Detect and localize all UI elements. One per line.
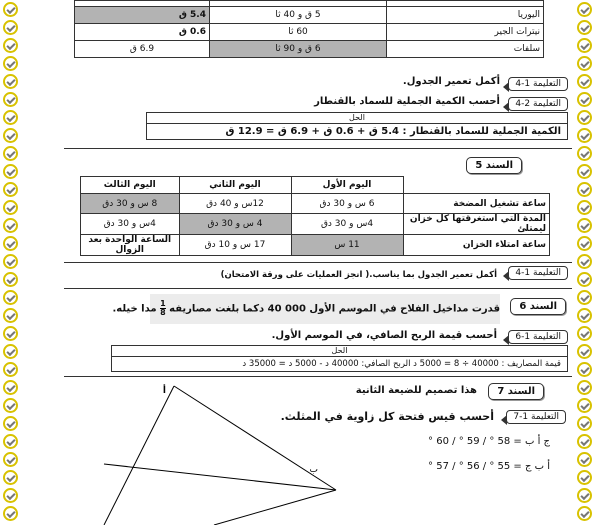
border-ring-icon [3,434,18,449]
border-ring-icon [3,74,18,89]
section-divider-2 [64,262,572,263]
border-ring-icon [3,56,18,71]
table2-r3-c3: الساعة الواحدة بعد الزوال [81,235,180,256]
border-ring-icon [577,200,592,215]
solution-1-header: الحل [147,113,567,124]
task-4-2-text: أحسب الكمية الجملية للسماد بالقنطار [314,96,500,107]
border-ring-icon [3,326,18,341]
border-ring-icon [577,272,592,287]
border-ring-icon [3,452,18,467]
border-ring-icon [577,146,592,161]
table2-header-2: اليوم الثاني [179,177,291,194]
border-ring-icon [577,128,592,143]
border-ring-icon [3,416,18,431]
table2-r3-label: ساعة امتلاء الخزان [403,235,550,256]
angle-line-2: أ ب ج = 55 ° / 56 ° / 57 ° [428,461,550,472]
solution-box-1 [146,112,568,140]
left-border [0,0,22,525]
table1-row3-name: سلفات [387,41,544,58]
border-ring-icon [3,20,18,35]
solution-2-text: قيمة المصاريف : 40000 ÷ 8 = 5000 د الربح الصافي: 40000 د - 5000 د = 35000 د [242,359,561,369]
solution-1-text: الكمية الجملية للسماد بالقنطار : 5.4 ق + 0.6 ق + 6.9 ق = 12.9 ق [225,126,561,137]
table1-row1-col3: 5.4 ق [75,7,210,24]
sanad-7-text: هذا تصميم للضيعة الثانية [355,385,477,396]
table2-r1-c1: 6 س و 30 دق [291,194,403,214]
border-ring-icon [577,2,592,17]
triangle-side-left [104,386,174,525]
fraction-den: 8 [160,308,166,317]
border-ring-icon [577,308,592,323]
right-border [574,0,596,525]
section-divider-4 [64,376,572,377]
border-ring-icon [577,344,592,359]
sanad-7-label: السند 7 [488,383,544,400]
table2-r2-c1: 4س و 30 دق [291,214,403,235]
table2-header-1: اليوم الأول [291,177,403,194]
fraction [160,300,166,317]
border-ring-icon [3,380,18,395]
angle-line-1: ج أ ب = 58 ° / 59 ° / 60 ° [428,436,550,447]
sanad-6-tail: مدا خيله. [112,303,157,315]
task-6-1-label: التعليمة 1-6 [508,330,568,344]
table2-header-3: اليوم الثالث [81,177,180,194]
sanad-5-label: السند 5 [466,157,522,174]
fertilizer-table [74,0,544,58]
border-ring-icon [577,74,592,89]
table1-row2-col3: 0.6 ق [75,24,210,41]
border-ring-icon [577,398,592,413]
border-ring-icon [3,2,18,17]
border-ring-icon [3,110,18,125]
table1-row2-col2: 60 ثا [210,24,387,41]
border-ring-icon [3,308,18,323]
border-ring-icon [577,326,592,341]
border-ring-icon [577,416,592,431]
border-ring-icon [577,470,592,485]
triangle-side-bottom [214,490,336,525]
table2-r2-label: المدة التي استغرقتها كل خزان ليمتلئ [403,214,550,235]
border-ring-icon [3,236,18,251]
border-ring-icon [3,182,18,197]
solution-2-header: الحل [112,346,567,357]
table1-row3-col3: 6.9 ق [75,41,210,58]
task-4-1-label: التعليمة 1-4 [508,77,568,91]
border-ring-icon [577,254,592,269]
sanad-6-text: قدرت مداخيل الفلاح في الموسم الأول 000 40 دكما بلغت مصاريفه [169,303,500,315]
border-ring-icon [577,164,592,179]
border-ring-icon [3,470,18,485]
table2-r1-c3: 8 س و 30 دق [81,194,180,214]
vertex-b-label: ب [309,465,318,475]
border-ring-icon [3,254,18,269]
table1-row2-name: نيترات الجير [387,24,544,41]
fraction-num: 1 [160,299,166,308]
task-6-1-text: أحسب قيمة الربح الصافي، في الموسم الأول. [271,330,497,341]
table2-r1-c2: 12س و 40 دق [179,194,291,214]
solution-box-2 [111,345,568,372]
table2-r1-label: ساعة تشغيل المضخة [403,194,550,214]
table1-row1-col2: 5 ق و 40 ثا [210,7,387,24]
border-ring-icon [3,164,18,179]
border-ring-icon [3,146,18,161]
border-ring-icon [577,20,592,35]
border-ring-icon [3,290,18,305]
border-ring-icon [3,38,18,53]
border-ring-icon [577,218,592,233]
table2-r2-c2: 4 س و 30 دق [179,214,291,235]
border-ring-icon [577,38,592,53]
border-ring-icon [3,398,18,413]
section-divider-3 [64,288,572,289]
exam-page [24,0,572,525]
pump-table [80,176,550,256]
border-ring-icon [3,128,18,143]
task-7-1-label: التعليمة 1-7 [506,410,566,424]
border-ring-icon [577,434,592,449]
border-ring-icon [577,362,592,377]
border-ring-icon [577,182,592,197]
border-ring-icon [3,506,18,521]
border-ring-icon [577,56,592,71]
table2-r2-c3: 4س و 30 دق [81,214,180,235]
border-ring-icon [577,506,592,521]
border-ring-icon [577,110,592,125]
border-ring-icon [3,272,18,287]
task-4-1b-label: التعليمة 1-4 [508,266,568,280]
table1-row3-col2: 6 ق و 90 ثا [210,41,387,58]
border-ring-icon [577,92,592,107]
table1-row1-name: اليوريا [387,7,544,24]
border-ring-icon [3,362,18,377]
sanad-6-text-line [112,299,500,317]
border-ring-icon [3,488,18,503]
vertex-a-label: أ [162,386,166,396]
border-ring-icon [577,290,592,305]
border-ring-icon [3,200,18,215]
table2-r3-c2: 17 س و 10 دق [179,235,291,256]
border-ring-icon [3,218,18,233]
border-ring-icon [577,236,592,251]
farm-triangle-diagram [64,378,376,525]
section-divider-1 [64,148,572,149]
task-4-1b-text: أكمل تعمير الجدول بما يناسب.( انجز العمليات على ورقة الامتحان) [220,270,497,280]
task-7-1-text: أحسب قيس فتحة كل زاوية في المثلث. [280,410,494,423]
border-ring-icon [3,92,18,107]
task-4-2-label: التعليمة 2-4 [508,97,568,111]
border-ring-icon [577,380,592,395]
border-ring-icon [3,344,18,359]
border-ring-icon [577,488,592,503]
table2-r3-c1: 11 س [291,235,403,256]
task-4-1-text: أكمل تعمير الجدول. [402,76,500,87]
sanad-6-label: السند 6 [510,298,566,315]
border-ring-icon [577,452,592,467]
table2-header-0 [403,177,550,194]
